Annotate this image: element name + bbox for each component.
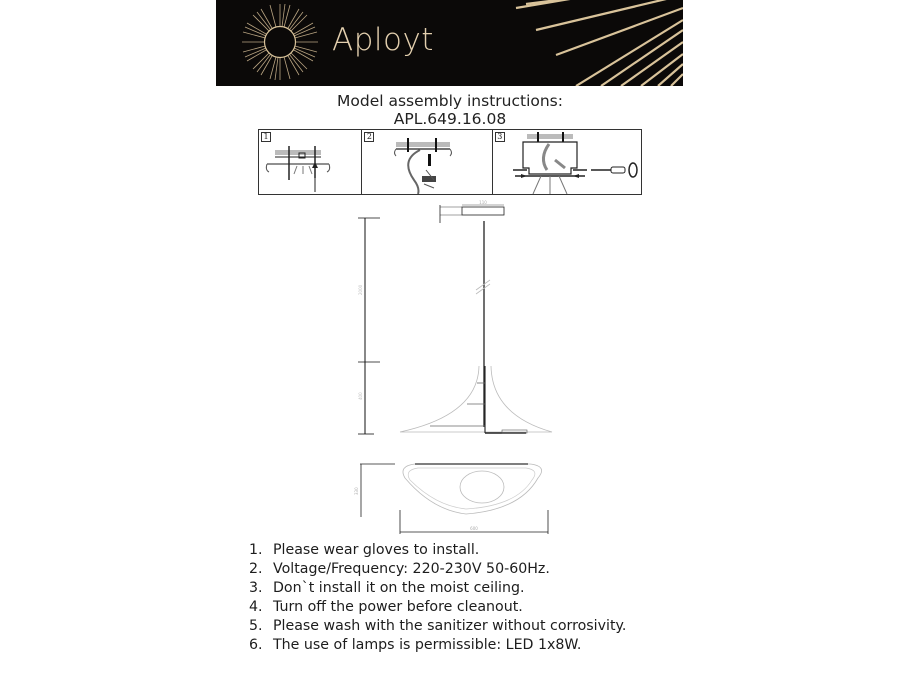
step-number: 2 (364, 132, 374, 142)
instruction-item: 6. The use of lamps is permissible: LED 1x8W. (249, 637, 582, 653)
dim-shade-length: 600 (470, 526, 478, 531)
instruction-item: 2. Voltage/Frequency: 220-230V 50-60Hz. (249, 561, 550, 577)
safety-instructions-list (249, 541, 626, 655)
instruction-item: 3. Don`t install it on the moist ceiling. (249, 580, 525, 596)
instruction-item: 1. Please wear gloves to install. (249, 542, 480, 558)
dim-canopy-width: 110 (479, 200, 487, 205)
dim-shade-depth: 330 (354, 487, 359, 495)
document-title: Model assembly instructions: (337, 92, 563, 110)
brand-name: Aployt (332, 22, 434, 58)
step-number: 3 (495, 132, 505, 142)
instruction-item: 4. Turn off the power before cleanout. (249, 599, 523, 615)
step-number: 1 (261, 132, 271, 142)
model-code: APL.649.16.08 (393, 110, 507, 128)
dim-suspension-length: 2000 (358, 284, 363, 295)
dim-shade-height: 400 (358, 392, 363, 400)
instruction-item: 5. Please wash with the sanitizer without corrosivity. (249, 618, 627, 634)
